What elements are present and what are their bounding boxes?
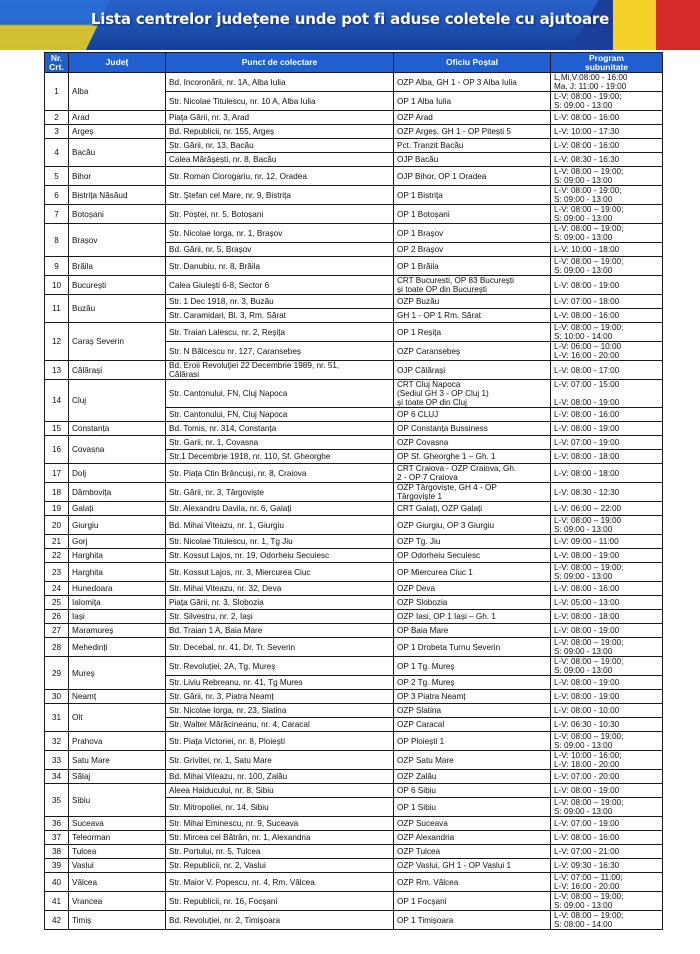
table-row: [45, 295, 663, 309]
post-office-cell: OZP Tulcea: [394, 845, 551, 859]
collection-point-cell: Str. Silvestru, nr. 2, Iași: [166, 610, 394, 624]
county-cell: Neamț: [69, 690, 166, 704]
row-number: 15: [45, 422, 69, 436]
collection-point-cell: Str. Gării, nr. 3, Târgoviște: [166, 483, 394, 502]
table-row: [45, 125, 663, 139]
row-number: 38: [45, 845, 69, 859]
row-number: 25: [45, 596, 69, 610]
page-title: Lista centrelor județene unde pot fi aduse coletele cu ajutoare: [90, 10, 610, 28]
collection-point-cell: Str. Maior V. Popescu, nr. 4, Rm. Vâlcea: [166, 873, 394, 892]
post-office-cell: OP 1 Focșani: [394, 892, 551, 911]
schedule-cell: L-V: 07:00 - 19:00: [551, 817, 663, 831]
table-row: [45, 436, 663, 450]
post-office-cell: CRT Cluj Napoca (Sediul GH 3 - OP Cluj 1) și toate OP din Cluj: [394, 380, 551, 408]
row-number: 33: [45, 751, 69, 770]
county-cell: Călărași: [69, 361, 166, 380]
county-cell: Vaslui: [69, 859, 166, 873]
title-banner: [0, 0, 700, 50]
table-body: [45, 73, 663, 930]
schedule-cell: L-V: 06:30 - 10:30: [551, 718, 663, 732]
schedule-cell: L-V: 08:00 - 17:00: [551, 361, 663, 380]
county-cell: Vrancea: [69, 892, 166, 911]
schedule-cell: L,Mi,V:08:00 - 16:00 Ma, J: 11:00 - 19:00: [551, 73, 663, 92]
post-office-cell: OP Sf. Gheorghe 1 – Gh. 1: [394, 450, 551, 464]
county-cell: Harghita: [69, 549, 166, 563]
table-row: [45, 690, 663, 704]
row-number: 16: [45, 436, 69, 464]
post-office-cell: OP 1 Tg. Mureș: [394, 657, 551, 676]
county-cell: Covasna: [69, 436, 166, 464]
collection-point-cell: Str. Alexandru Davila, nr. 6, Galați: [166, 502, 394, 516]
schedule-cell: L-V: 08:00 - 16:00: [551, 582, 663, 596]
post-office-cell: OZP Satu Mare: [394, 751, 551, 770]
county-cell: Brăila: [69, 257, 166, 276]
schedule-cell: L-V: 08:00 – 19:00; S: 09:00 - 13:00: [551, 732, 663, 751]
post-office-cell: OZP Alexandria: [394, 831, 551, 845]
county-cell: Teleorman: [69, 831, 166, 845]
collection-point-cell: Bd. Revoluției, nr. 2, Timișoara: [166, 911, 394, 930]
post-office-cell: OZP Arad: [394, 111, 551, 125]
county-cell: Gorj: [69, 535, 166, 549]
table-row: [45, 111, 663, 125]
row-number: 27: [45, 624, 69, 638]
county-cell: Bistrița Năsăud: [69, 186, 166, 205]
collection-point-cell: Str. Portului, nr. 5, Tulcea: [166, 845, 394, 859]
schedule-cell: L-V: 07:00 - 21:00: [551, 845, 663, 859]
row-number: 13: [45, 361, 69, 380]
post-office-cell: OP 6 CLUJ: [394, 408, 551, 422]
table-row: [45, 859, 663, 873]
schedule-cell: L-V: 08:00 - 18:00: [551, 464, 663, 483]
schedule-cell: L-V: 07:00 - 19:00: [551, 436, 663, 450]
schedule-cell: L-V: 08:00 – 19:00; S: 09:00 - 13:00: [551, 224, 663, 243]
post-office-cell: Pct. Tranzit Bacău: [394, 139, 551, 153]
schedule-cell: L-V: 09:00 - 11:00: [551, 535, 663, 549]
row-number: 8: [45, 224, 69, 257]
row-number: 40: [45, 873, 69, 892]
schedule-cell: L-V: 10:00 - 16:00; L-V: 18:00 - 20:00: [551, 751, 663, 770]
schedule-cell: L-V: 08:00 – 19:00; S: 09:00 - 13:00: [551, 638, 663, 657]
post-office-cell: OZP Slatina: [394, 704, 551, 718]
schedule-cell: L-V: 08:30 - 16:30: [551, 153, 663, 167]
county-cell: Dâmbovița: [69, 483, 166, 502]
post-office-cell: OP Constanța Bussiness: [394, 422, 551, 436]
column-header-nr: Nr. Crt.: [45, 53, 69, 73]
post-office-cell: OJP Bacău: [394, 153, 551, 167]
schedule-cell: L-V: 06:00 – 10:00 L-V: 16:00 - 20:00: [551, 342, 663, 361]
post-office-cell: OP 1 Timișoara: [394, 911, 551, 930]
schedule-cell: L-V: 08:00 – 19:00; S: 09:00 - 13:00: [551, 563, 663, 582]
county-cell: Iași: [69, 610, 166, 624]
county-cell: Satu Mare: [69, 751, 166, 770]
county-cell: Harghita: [69, 563, 166, 582]
row-number: 2: [45, 111, 69, 125]
table-row: [45, 582, 663, 596]
column-header-punct: Punct de colectare: [166, 53, 394, 73]
county-cell: Alba: [69, 73, 166, 111]
post-office-cell: OP 1 Botoșani: [394, 205, 551, 224]
column-header-judet: Județ: [69, 53, 166, 73]
row-number: 17: [45, 464, 69, 483]
county-cell: Bihor: [69, 167, 166, 186]
table-row: [45, 784, 663, 798]
post-office-cell: OZP Covasna: [394, 436, 551, 450]
collection-point-cell: Str. Liviu Rebreanu, nr. 41, Tg Mures: [166, 676, 394, 690]
county-cell: Cluj: [69, 380, 166, 422]
collection-point-cell: Str. Traian Lalescu, nr. 2, Reșița: [166, 323, 394, 342]
schedule-cell: L-V: 10:00 - 18:00: [551, 243, 663, 257]
table-row: [45, 502, 663, 516]
county-cell: Constanța: [69, 422, 166, 436]
row-number: 10: [45, 276, 69, 295]
post-office-cell: OZP Slobozia: [394, 596, 551, 610]
row-number: 28: [45, 638, 69, 657]
row-number: 21: [45, 535, 69, 549]
table-row: [45, 167, 663, 186]
county-cell: Dolj: [69, 464, 166, 483]
collection-point-cell: Str. Kossut Lajos, nr. 3, Miercurea Ciuc: [166, 563, 394, 582]
collection-point-cell: Str. Garii, nr. 1, Covasna: [166, 436, 394, 450]
post-office-cell: OZP Buzău: [394, 295, 551, 309]
collection-point-cell: Str. Piața Ctin Brâncuși, nr. 8, Craiova: [166, 464, 394, 483]
schedule-cell: L-V: 08:00 – 19:00; S: 09:00 - 13:00: [551, 892, 663, 911]
table-row: [45, 323, 663, 342]
table-row: [45, 873, 663, 892]
collection-point-cell: Aleea Haiducului, nr. 8, Sibiu: [166, 784, 394, 798]
post-office-cell: OJP Călărași: [394, 361, 551, 380]
schedule-cell: L-V: 07:00 - 20:00: [551, 770, 663, 784]
table-row: [45, 563, 663, 582]
county-cell: Tulcea: [69, 845, 166, 859]
schedule-cell: L-V: 08:00 - 19:00: [551, 624, 663, 638]
schedule-cell: L-V: 08:00 - 16:00: [551, 139, 663, 153]
post-office-cell: CRT Craiova - OZP Craiova, Gh. 2 - OP 7 Craiova: [394, 464, 551, 483]
collection-point-cell: Str. Poștei, nr. 5, Botoșani: [166, 205, 394, 224]
table-row: [45, 596, 663, 610]
column-header-program: Program subunitate: [551, 53, 663, 73]
collection-point-cell: Bd. Gării, nr. 5, Brașov: [166, 243, 394, 257]
collection-point-cell: Calea Giulești 6-8, Sector 6: [166, 276, 394, 295]
row-number: 34: [45, 770, 69, 784]
row-number: 37: [45, 831, 69, 845]
county-cell: Olt: [69, 704, 166, 732]
table-row: [45, 638, 663, 657]
schedule-cell: L-V: 08:00 - 10:00: [551, 704, 663, 718]
post-office-cell: OP 1 Bistrița: [394, 186, 551, 205]
county-cell: Suceava: [69, 817, 166, 831]
table-row: [45, 361, 663, 380]
collection-point-cell: Str. Nicolae Iorga, nr. 23, Slatina: [166, 704, 394, 718]
row-number: 4: [45, 139, 69, 167]
schedule-cell: L-V: 08:00 - 19:00; S: 09:00 - 13:00: [551, 186, 663, 205]
county-cell: Timiș: [69, 911, 166, 930]
schedule-cell: L-V: 07:00 - 18:00: [551, 295, 663, 309]
schedule-cell: L-V: 08:00 - 16:00: [551, 309, 663, 323]
schedule-cell: L-V: 08:00 - 19:00: [551, 676, 663, 690]
county-cell: Maramureș: [69, 624, 166, 638]
schedule-cell: L-V: 06:00 – 22:00: [551, 502, 663, 516]
table-row: [45, 549, 663, 563]
collection-point-cell: Bd. Eroii Revoluției 22 Decembrie 1989, nr. 51, Călărasi: [166, 361, 394, 380]
row-number: 29: [45, 657, 69, 690]
collection-point-cell: Bd. Republicii, nr. 155, Argeș: [166, 125, 394, 139]
county-cell: Argeș: [69, 125, 166, 139]
row-number: 7: [45, 205, 69, 224]
collection-point-cell: Str. Mihai Eminescu, nr. 9, Suceava: [166, 817, 394, 831]
table-row: [45, 770, 663, 784]
county-cell: București: [69, 276, 166, 295]
collection-point-cell: Bd. Traian 1 A, Baia Mare: [166, 624, 394, 638]
collection-point-cell: Str. Decebal, nr. 41, Dr. Tr. Severin: [166, 638, 394, 657]
collection-point-cell: Str. N Bălcescu nr. 127, Caransebeș: [166, 342, 394, 361]
table-row: [45, 464, 663, 483]
post-office-cell: OZP Caracal: [394, 718, 551, 732]
schedule-cell: L-V: 08:00 - 16:00: [551, 111, 663, 125]
post-office-cell: OJP Bihor, OP 1 Oradea: [394, 167, 551, 186]
post-office-cell: OZP Tg. Jiu: [394, 535, 551, 549]
collection-point-cell: Str. Nicolae Titulescu, nr. 1, Tg Jiu: [166, 535, 394, 549]
county-cell: Botoșani: [69, 205, 166, 224]
table-row: [45, 831, 663, 845]
collection-point-cell: Str. Mircea cel Bătrân, nr. 1, Alexandria: [166, 831, 394, 845]
post-office-cell: OP 1 Reșița: [394, 323, 551, 342]
schedule-cell: L-V: 08:00 – 19:00; S: 10:00 - 14:00: [551, 323, 663, 342]
row-number: 31: [45, 704, 69, 732]
column-header-oficiu: Oficiu Poștal: [394, 53, 551, 73]
county-cell: Buzău: [69, 295, 166, 323]
table-row: [45, 139, 663, 153]
post-office-cell: OP 1 Brașov: [394, 224, 551, 243]
collection-point-cell: Str. Grivitei, nr. 1, Satu Mare: [166, 751, 394, 770]
schedule-cell: L-V: 08:00 - 18:00: [551, 610, 663, 624]
post-office-cell: OP 2 Tg. Mureș: [394, 676, 551, 690]
row-number: 19: [45, 502, 69, 516]
row-number: 5: [45, 167, 69, 186]
post-office-cell: OZP Vaslui, GH 1 - OP Vaslui 1: [394, 859, 551, 873]
county-cell: Caraș Severin: [69, 323, 166, 361]
post-office-cell: OP Ploiești 1: [394, 732, 551, 751]
post-office-cell: OP Baia Mare: [394, 624, 551, 638]
post-office-cell: OZP Iasi, OP 1 Iași – Gh. 1: [394, 610, 551, 624]
post-office-cell: OZP Giurgiu, OP 3 Giurgiu: [394, 516, 551, 535]
schedule-cell: L-V: 08:00 - 19:00: [551, 276, 663, 295]
row-number: 32: [45, 732, 69, 751]
post-office-cell: OP 1 Alba Iulia: [394, 92, 551, 111]
table-header-row: [45, 53, 663, 73]
row-number: 23: [45, 563, 69, 582]
schedule-cell: L-V: 08:00 - 18:00: [551, 450, 663, 464]
collection-point-cell: Str. Walter Mărăcineanu, nr. 4, Caracal: [166, 718, 394, 732]
row-number: 11: [45, 295, 69, 323]
table-row: [45, 704, 663, 718]
collection-point-cell: Str. Roman Ciorogariu, nr. 12, Oradea: [166, 167, 394, 186]
schedule-cell: L-V: 08:00 - 19:00: [551, 690, 663, 704]
schedule-cell: L-V: 08:00 - 19:00; S: 09:00 - 13:00: [551, 92, 663, 111]
collection-point-cell: Piața Gării, nr. 3, Arad: [166, 111, 394, 125]
table-row: [45, 73, 663, 92]
row-number: 6: [45, 186, 69, 205]
schedule-cell: L-V: 08:00 – 19:00; S: 08:00 - 14:00: [551, 911, 663, 930]
post-office-cell: OZP Argeș, GH 1 - OP Pitești 5: [394, 125, 551, 139]
row-number: 1: [45, 73, 69, 111]
row-number: 3: [45, 125, 69, 139]
row-number: 39: [45, 859, 69, 873]
post-office-cell: OP 1 Sibiu: [394, 798, 551, 817]
county-cell: Hunedoara: [69, 582, 166, 596]
row-number: 18: [45, 483, 69, 502]
row-number: 24: [45, 582, 69, 596]
schedule-cell: L-V: 08:00 – 19:00; S: 09:00 - 13:00: [551, 657, 663, 676]
post-office-cell: OP 1 Drobeta Turnu Severin: [394, 638, 551, 657]
schedule-cell: L-V: 10:00 - 17:30: [551, 125, 663, 139]
county-cell: Galați: [69, 502, 166, 516]
table-row: [45, 380, 663, 408]
county-cell: Bacău: [69, 139, 166, 167]
row-number: 14: [45, 380, 69, 422]
collection-point-cell: Str. Gării, nr. 13, Bacău: [166, 139, 394, 153]
collection-point-cell: Piața Gării, nr. 3, Slobozia: [166, 596, 394, 610]
row-number: 41: [45, 892, 69, 911]
schedule-cell: L-V: 09:30 - 16:30: [551, 859, 663, 873]
collection-point-cell: Str. Republicii, nr. 2, Vaslui: [166, 859, 394, 873]
schedule-cell: L-V: 08:00 – 19:00; S: 09:00 - 13:00: [551, 205, 663, 224]
collection-point-cell: Bd. Incoronării, nr. 1A, Alba Iulia: [166, 73, 394, 92]
schedule-cell: L-V: 07:00 – 11:00; L-V: 16:00 - 20:00: [551, 873, 663, 892]
table-row: [45, 186, 663, 205]
collection-point-cell: Str. Caramidari, Bl. 3, Rm. Sărat: [166, 309, 394, 323]
schedule-cell: L-V: 08:00 - 16:00: [551, 408, 663, 422]
row-number: 9: [45, 257, 69, 276]
collection-point-cell: Str. Ștefan cel Mare, nr. 9, Bistrița: [166, 186, 394, 205]
post-office-cell: OP Miercurea Ciuc 1: [394, 563, 551, 582]
schedule-cell: L-V: 05:00 - 13:00: [551, 596, 663, 610]
post-office-cell: CRT Galați, OZP Galați: [394, 502, 551, 516]
collection-point-cell: Str.1 Decembrie 1918, nr. 110, Sf. Gheorghe: [166, 450, 394, 464]
schedule-cell: L-V: 08:00 – 19:00; S: 09:00 - 13:00: [551, 798, 663, 817]
table-row: [45, 516, 663, 535]
table-row: [45, 817, 663, 831]
post-office-cell: OP 1 Brăila: [394, 257, 551, 276]
table-row: [45, 624, 663, 638]
table-row: [45, 483, 663, 502]
collection-point-cell: Str. Kossut Lajos, nr. 19, Odorheiu Secuiesc: [166, 549, 394, 563]
table-row: [45, 224, 663, 243]
county-cell: Sibiu: [69, 784, 166, 817]
table-row: [45, 657, 663, 676]
county-cell: Mureș: [69, 657, 166, 690]
collection-point-cell: Str. Cantonului, FN, Cluj Napoca: [166, 408, 394, 422]
schedule-cell: L-V: 08:00 – 19:00; S: 09:00 - 13:00: [551, 257, 663, 276]
schedule-cell: L-V: 08:00 – 19:00 S: 09:00 - 13:00: [551, 516, 663, 535]
collection-centers-table: [44, 52, 663, 930]
schedule-cell: L-V: 07:00 - 15:00 L-V: 08:00 - 19:00: [551, 380, 663, 408]
row-number: 22: [45, 549, 69, 563]
collection-point-cell: Bd. Mihai Viteazu, nr. 1, Giurgiu: [166, 516, 394, 535]
county-cell: Brașov: [69, 224, 166, 257]
table-row: [45, 257, 663, 276]
row-number: 42: [45, 911, 69, 930]
county-cell: Vâlcea: [69, 873, 166, 892]
post-office-cell: OZP Rm. Vâlcea: [394, 873, 551, 892]
collection-point-cell: Str. Piața Victoriei, nr. 8, Ploiești: [166, 732, 394, 751]
collection-point-cell: Str. Mihai Viteazu, nr. 32, Deva: [166, 582, 394, 596]
schedule-cell: L-V: 08:30 - 12:30: [551, 483, 663, 502]
post-office-cell: OZP Alba, GH 1 - OP 3 Alba Iulia: [394, 73, 551, 92]
row-number: 30: [45, 690, 69, 704]
schedule-cell: L-V: 08:00 - 19:00: [551, 422, 663, 436]
collection-point-cell: Bd. Mihai Viteazu, nr. 100, Zalău: [166, 770, 394, 784]
collection-point-cell: Str. Nicolae Titulescu, nr. 10 A, Alba Iulia: [166, 92, 394, 111]
collection-point-cell: Bd. Tomis, nr. 314, Constanța: [166, 422, 394, 436]
row-number: 35: [45, 784, 69, 817]
collection-point-cell: Str. Nicolae Iorga, nr. 1, Brașov: [166, 224, 394, 243]
schedule-cell: L-V: 08:00 – 19:00; S: 09:00 - 13:00: [551, 167, 663, 186]
schedule-cell: L-V: 08:00 - 19:00: [551, 549, 663, 563]
collection-point-cell: Str. Cantonului, FN, Cluj Napoca: [166, 380, 394, 408]
county-cell: Mehedinți: [69, 638, 166, 657]
county-cell: Sălaj: [69, 770, 166, 784]
row-number: 36: [45, 817, 69, 831]
schedule-cell: L-V: 08:00 - 19:00: [551, 784, 663, 798]
row-number: 26: [45, 610, 69, 624]
post-office-cell: OP Odorheiu Secuiesc: [394, 549, 551, 563]
collection-point-cell: Calea Mărășești, nr. 8, Bacău: [166, 153, 394, 167]
table-row: [45, 892, 663, 911]
post-office-cell: CRT Bucuresti, OP 83 București și toate OP din București: [394, 276, 551, 295]
post-office-cell: GH 1 - OP 1 Rm. Sărat: [394, 309, 551, 323]
post-office-cell: OZP Caransebeș: [394, 342, 551, 361]
table-row: [45, 610, 663, 624]
post-office-cell: OZP Deva: [394, 582, 551, 596]
collection-point-cell: Str. 1 Dec 1918, nr. 3, Buzău: [166, 295, 394, 309]
county-cell: Ialomița: [69, 596, 166, 610]
county-cell: Prahova: [69, 732, 166, 751]
table-row: [45, 732, 663, 751]
post-office-cell: OZP Zalău: [394, 770, 551, 784]
row-number: 12: [45, 323, 69, 361]
table-row: [45, 276, 663, 295]
post-office-cell: OP 2 Brașov: [394, 243, 551, 257]
post-office-cell: OP 6 Sibiu: [394, 784, 551, 798]
collection-point-cell: Str. Danubiu, nr. 8, Brăila: [166, 257, 394, 276]
collection-point-cell: Str. Revoluției, 2A, Tg. Mureș: [166, 657, 394, 676]
table-row: [45, 422, 663, 436]
post-office-cell: OZP Suceava: [394, 817, 551, 831]
county-cell: Arad: [69, 111, 166, 125]
collection-point-cell: Str. Mitropoliei, nr. 14, Sibiu: [166, 798, 394, 817]
table-row: [45, 751, 663, 770]
row-number: 20: [45, 516, 69, 535]
table-row: [45, 205, 663, 224]
table-row: [45, 911, 663, 930]
post-office-cell: OP 3 Piatra Neamț: [394, 690, 551, 704]
collection-point-cell: Str. Republicii, nr. 16, Focșani: [166, 892, 394, 911]
post-office-cell: OZP Târgoviște, GH 4 - OP Târgoviște 1: [394, 483, 551, 502]
collection-point-cell: Str. Gării, nr. 3, Piatra Neamț: [166, 690, 394, 704]
schedule-cell: L-V: 08:00 - 16:00: [551, 831, 663, 845]
table-row: [45, 845, 663, 859]
table-row: [45, 535, 663, 549]
county-cell: Giurgiu: [69, 516, 166, 535]
